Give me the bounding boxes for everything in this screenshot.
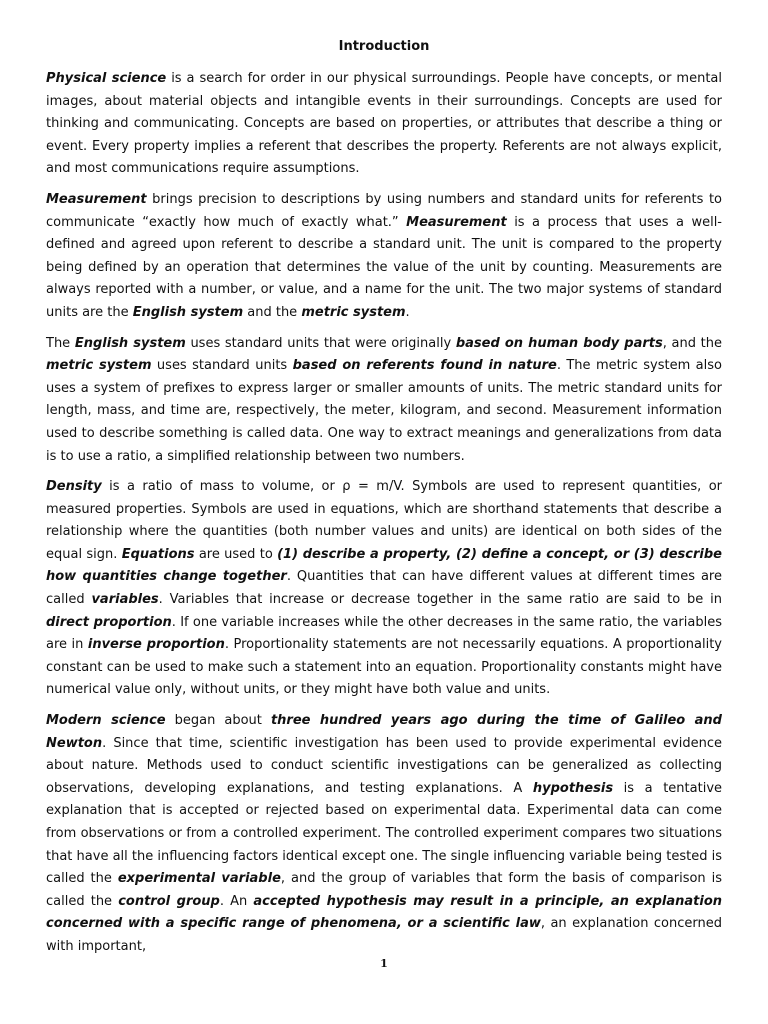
- paragraph: [46, 68, 722, 181]
- page-number: 1: [380, 957, 388, 970]
- emphasized-term: inverse proportion: [87, 637, 225, 653]
- emphasized-term: control group: [118, 893, 220, 909]
- emphasized-term: metric system: [301, 304, 406, 320]
- paragraph: [46, 476, 722, 702]
- text-run: brings precision to descriptions by using numbers and standard units for referents to communicate “exactly how much of exactly what.”: [46, 191, 722, 230]
- emphasized-term: metric system: [46, 358, 152, 374]
- emphasized-term: accepted hypothesis may result in a principle, an explanation concerned with a specific range of phenomena, or a scientific law: [46, 893, 723, 932]
- text-run: is a tentative explanation that is accepted or rejected based on experimental data. Experimental data can come from observations or from a controlled experiment. The controlled experiment compares two situations that have all the influencing factors identical except one. The single influencing variable being tested is called the: [46, 780, 723, 887]
- emphasized-term: Modern science: [46, 713, 166, 729]
- text-run: and the: [243, 304, 302, 320]
- text-run: . Proportionality statements are not necessarily equations. A proportionality constant can be used to make such a statement into an equation. Proportionality constants might have numerical value only, without units, or they might have both value and units.: [46, 637, 723, 698]
- emphasized-term: hypothesis: [532, 780, 614, 796]
- emphasized-term: Measurement: [406, 214, 507, 230]
- emphasized-term: based on referents found in nature: [292, 358, 557, 374]
- text-run: . Since that time, scientific investigation has been used to provide experimental evidence about nature. Methods used to conduct scientific investigations can be generalized as collecting observations, developing explanations, and testing explanations. A: [46, 735, 722, 796]
- text-run: is a process that uses a well-defined and agreed upon referent to describe a standard unit. The unit is compared to the property being defined by an operation that determines the value of the unit by counting. Measurements are always reported with a number, or value, and a name for the unit. The two major systems of standard units are the: [46, 214, 722, 320]
- text-run: is a search for order in our physical surroundings. People have concepts, or mental images, about material objects and intangible events in their surroundings. Concepts are used for thinking and communicating. Concepts are based on properties, or attributes that describe a thing or event. Every property implies a referent that describes the property. Referents are not always explicit, and most communications require assumptions.: [46, 71, 722, 177]
- paragraph: [46, 333, 722, 469]
- text-run: , and the group of variables that form the basis of comparison is called the: [46, 871, 723, 909]
- emphasized-term: English system: [74, 335, 186, 351]
- body-text: [46, 68, 722, 967]
- text-run: , an explanation concerned with important,: [46, 916, 722, 954]
- text-run: . Quantities that can have different values at different times are called: [46, 569, 722, 608]
- text-run: . The metric system also uses a system of prefixes to express larger or smaller amounts of units. The metric standard units for length, mass, and time are, respectively, the meter, kilogram, and second. Measurement information used to describe something is called data. One way to extract meanings and generalizations from data is to use a ratio, a simplified relationship between two numbers.: [46, 358, 722, 464]
- emphasized-term: based on human body parts: [455, 335, 663, 351]
- page-title: Introduction: [338, 39, 430, 54]
- emphasized-term: variables: [91, 592, 159, 608]
- paragraph: [46, 189, 722, 325]
- emphasized-term: three hundred years ago during the time of Galileo and Newton: [46, 713, 722, 751]
- text-run: . An: [219, 893, 254, 909]
- emphasized-term: Equations: [121, 546, 195, 562]
- emphasized-term: English system: [132, 304, 244, 320]
- text-run: , and the: [662, 335, 722, 351]
- text-run: . If one variable increases while the other decreases in the same ratio, the variables are in: [46, 614, 722, 653]
- text-run: is a ratio of mass to volume, or ρ = m/V. Symbols are used to represent quantities, or measured properties. Symbols are used in equations, which are shorthand statements that describe a relationship where the quantities (both number values and units) are identical on both sides of the equal sign.: [46, 479, 722, 562]
- text-run: uses standard units: [151, 358, 293, 374]
- text-run: uses standard units that were originally: [185, 335, 456, 351]
- emphasized-term: Density: [46, 479, 102, 495]
- emphasized-term: direct proportion: [46, 614, 172, 630]
- text-run: .: [405, 304, 410, 320]
- text-run: began about: [165, 713, 271, 729]
- paragraph: [46, 710, 722, 959]
- text-run: are used to: [194, 546, 278, 562]
- emphasized-term: Physical science: [46, 71, 167, 86]
- emphasized-term: (1) describe a property, (2) define a concept, or (3) describe how quantities change together: [46, 546, 722, 585]
- emphasized-term: experimental variable: [117, 871, 281, 887]
- text-run: . Variables that increase or decrease together in the same ratio are said to be in: [158, 592, 722, 608]
- text-run: The: [46, 335, 75, 351]
- emphasized-term: Measurement: [46, 191, 147, 207]
